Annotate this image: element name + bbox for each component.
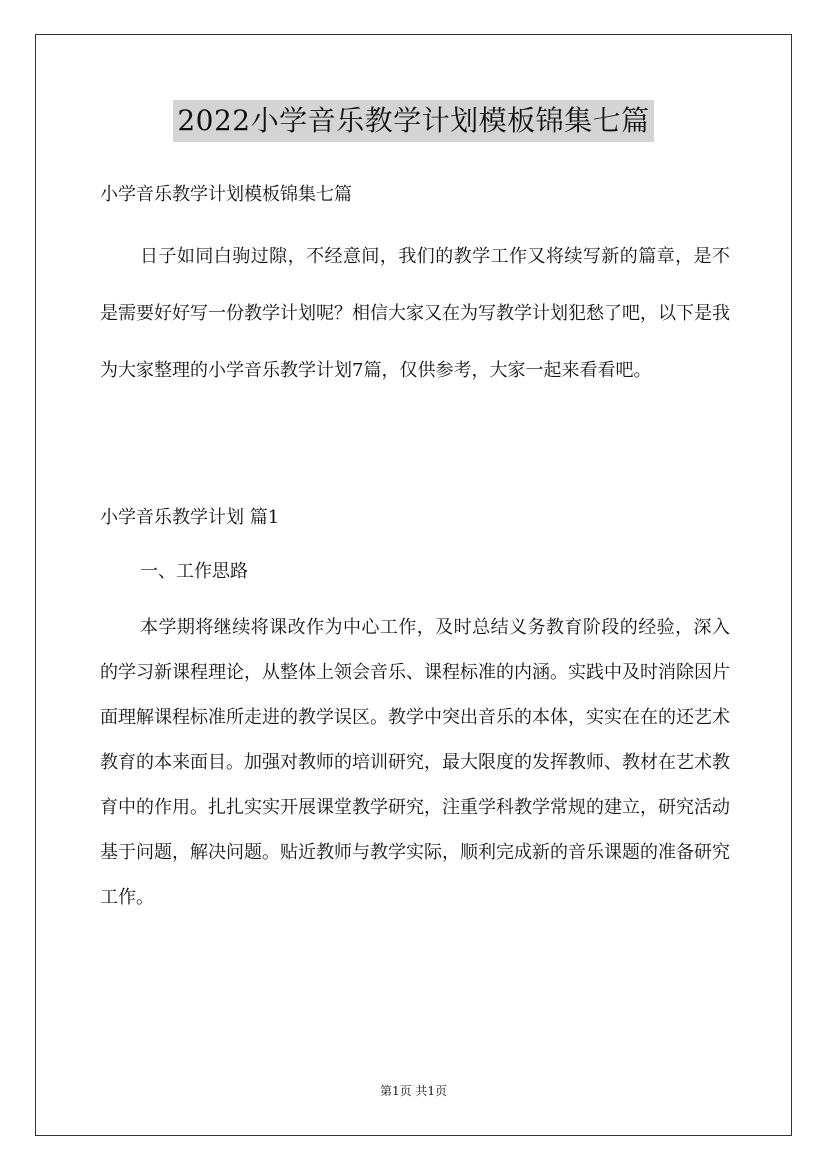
- page-footer: 第1页 共1页: [379, 1084, 448, 1098]
- section-heading: 一、工作思路: [140, 561, 248, 582]
- body-paragraph: 本学期将继续将课改作为中心工作，及时总结义务教育阶段的经验，深入的学习新课程理论，从整体上领会音乐、课程标准的内涵。实践中及时消除因片面理解课程标准所走进的教学误区。教学中突出音乐的本体，实实在在的还艺术教育的本来面目。加强对教师的培训研究，最大限度的发挥教师、教材在艺术教育中的作用。扎扎实实开展课堂教学研究，注重学科教学常规的建立，研究活动基于问题，解决问题。贴近教师与教学实际，顺利完成新的音乐课题的准备研究工作。: [100, 617, 730, 908]
- intro-paragraph: 日子如同白驹过隙，不经意间，我们的教学工作又将续写新的篇章，是不是需要好好写一份教学计划呢？相信大家又在为写教学计划犯愁了吧，以下是我为大家整理的小学音乐教学计划7篇，仅供参考，大家一起来看看吧。: [100, 246, 730, 381]
- section-title: 小学音乐教学计划 篇1: [100, 507, 280, 528]
- document-title-text: 2022小学音乐教学计划模板锦集七篇: [173, 100, 653, 142]
- document-title: [0, 100, 827, 142]
- document-subtitle: 小学音乐教学计划模板锦集七篇: [100, 184, 352, 205]
